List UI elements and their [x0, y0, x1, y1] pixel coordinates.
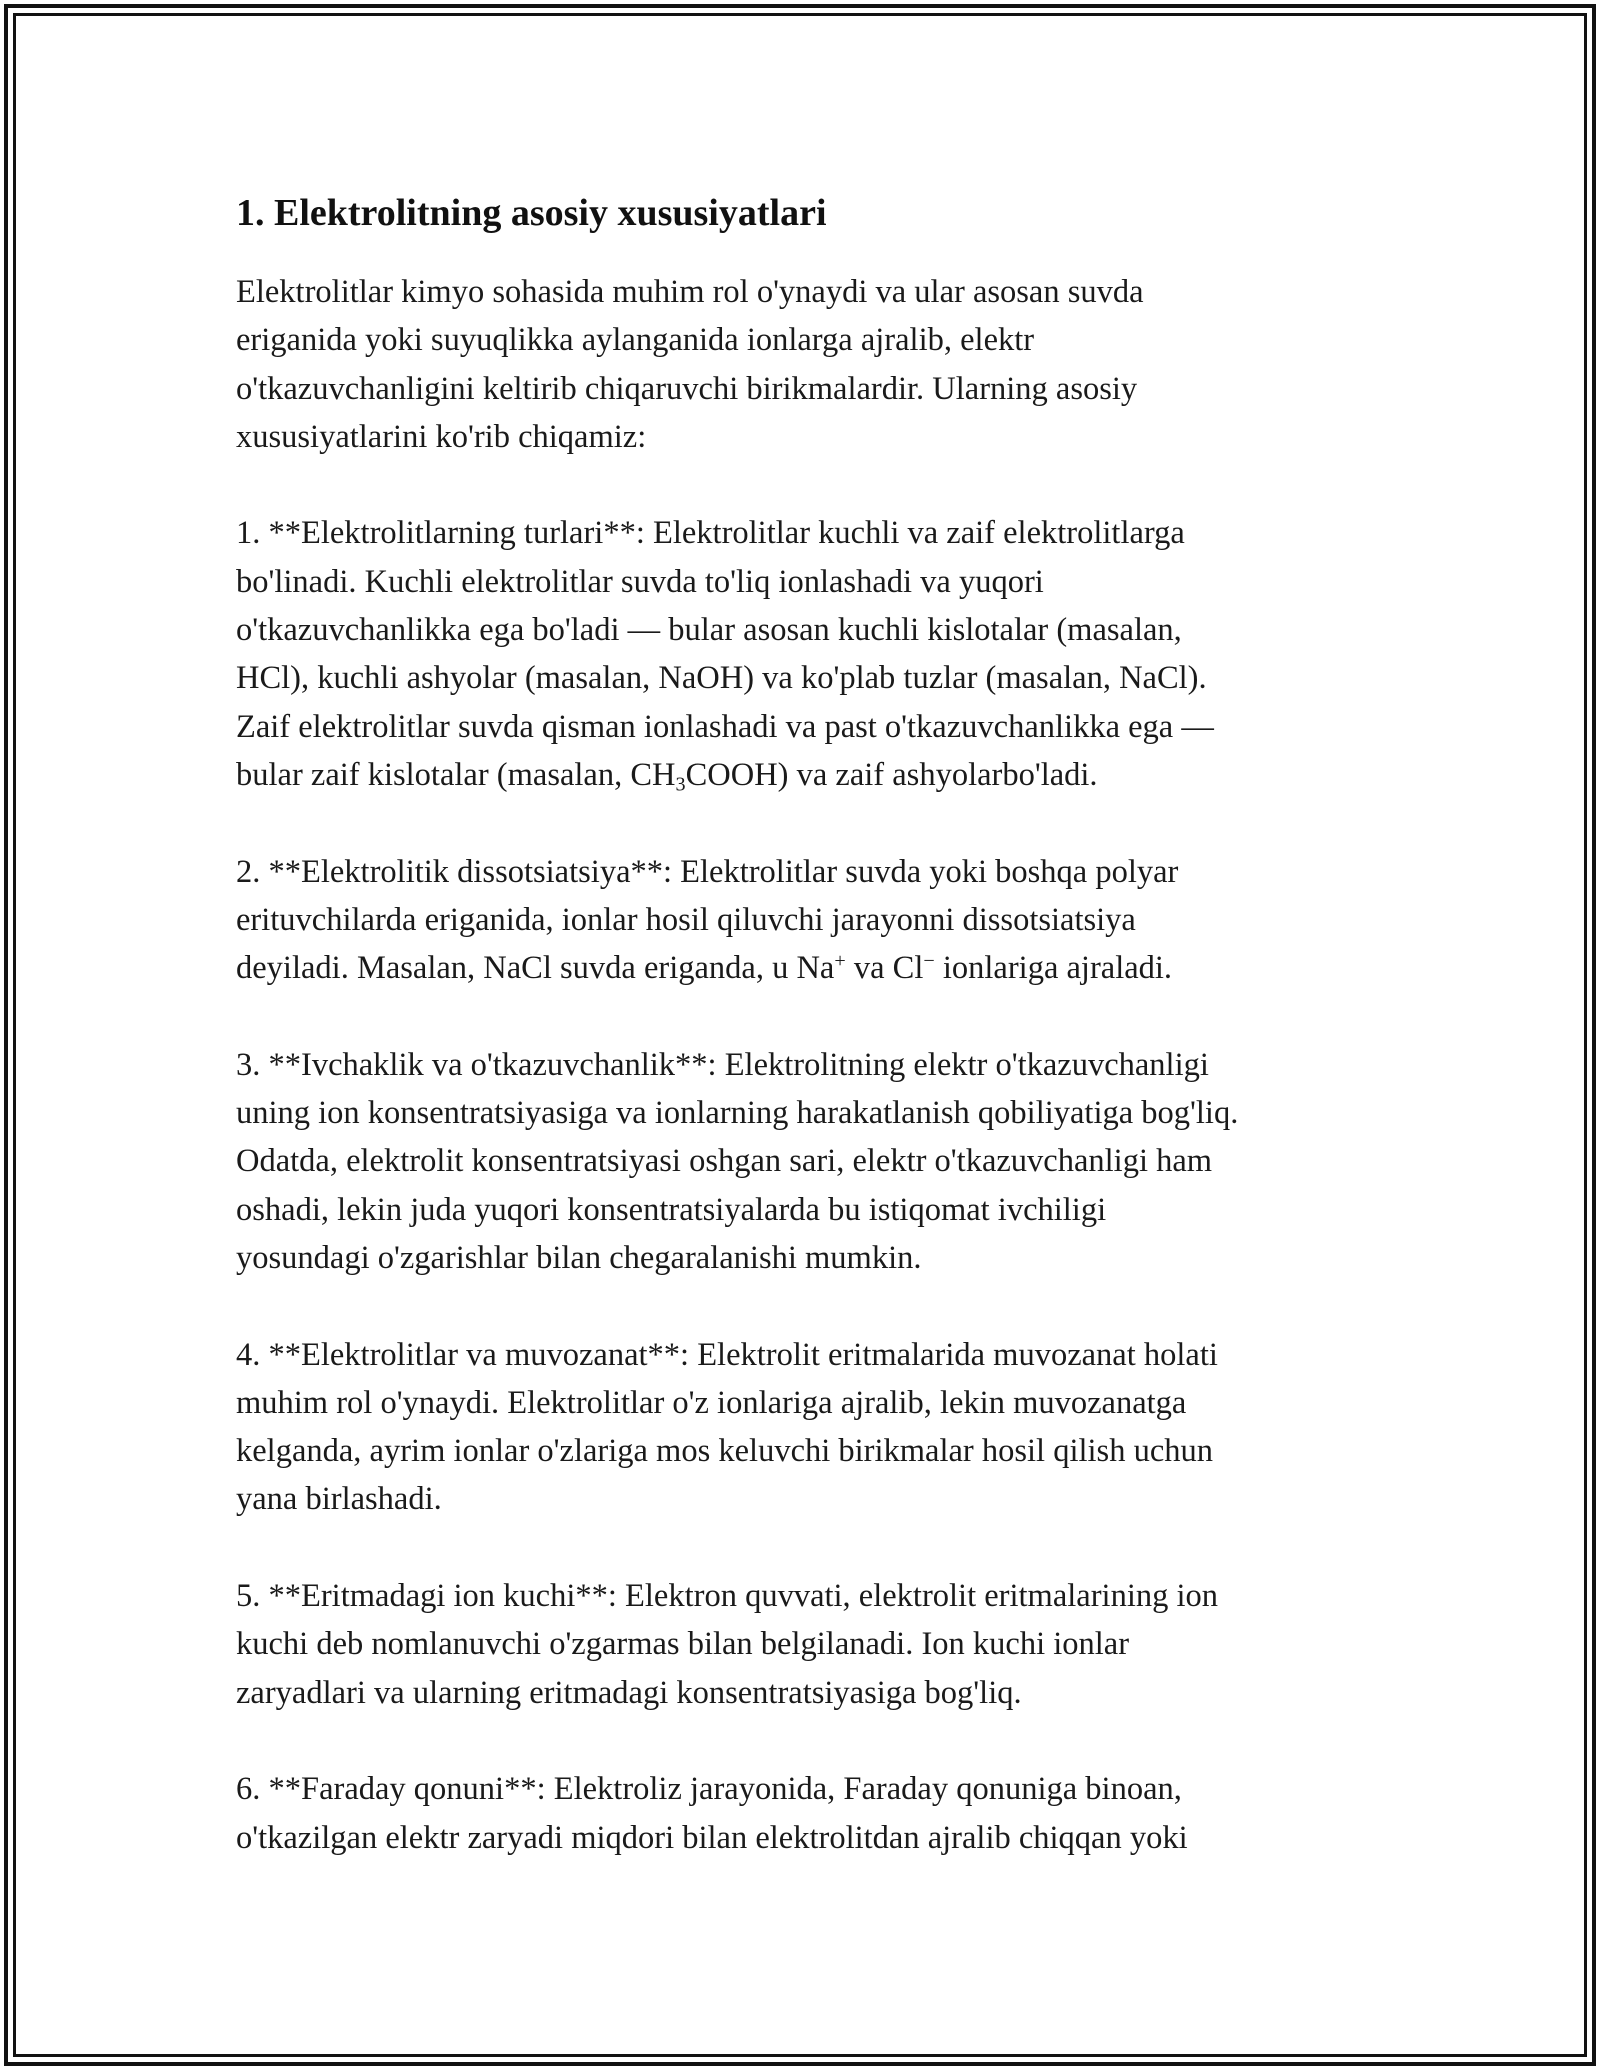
ion-charge-minus: − [923, 950, 935, 973]
intro-line: Elektrolitlar kimyo sohasida muhim rol o'ynaydi va ular asosan suvda [236, 274, 1144, 310]
item-6-paragraph [236, 1765, 1396, 1862]
intro-paragraph [236, 268, 1396, 461]
ion-charge-plus: + [834, 950, 846, 973]
item-3-line: oshadi, lekin juda yuqori konsentratsiyalarda bu istiqomat ivchiligi [236, 1191, 1107, 1228]
ion-text-mid: va Cl [845, 950, 924, 987]
item-2-line: erituvchilarda eriganida, ionlar hosil qiluvchi jarayonni dissotsiatsiya [236, 901, 1136, 938]
ion-text-post: ionlariga ajraladi. [934, 950, 1173, 987]
item-6-line: 6. **Faraday qonuni**: Elektroliz jarayonida, Faraday qonuniga binoan, [236, 1771, 1182, 1808]
item-1-line: 1. **Elektrolitlarning turlari**: Elektrolitlar kuchli va zaif elektrolitlarga [236, 515, 1185, 552]
item-3-line: uning ion konsentratsiyasiga va ionlarning harakatlanish qobiliyatiga bog'liq. [236, 1095, 1239, 1132]
intro-line: eriganida yoki suyuqlikka aylanganida ionlarga ajralib, elektr [236, 322, 1035, 359]
intro-line: xususiyatlarini ko'rib chiqamiz: [236, 418, 647, 455]
item-4-line: muhim rol o'ynaydi. Elektrolitlar o'z ionlariga ajralib, lekin muvozanatga [236, 1384, 1187, 1421]
document-body [236, 184, 1396, 1910]
formula-subscript: 3 [675, 773, 686, 796]
item-5-line: kuchi deb nomlanuvchi o'zgarmas bilan belgilanadi. Ion kuchi ionlar [236, 1626, 1130, 1663]
item-3-paragraph [236, 1041, 1396, 1282]
item-2-line-ions [236, 944, 1396, 992]
formula-text-pre: bular zaif kislotalar (masalan, CH [236, 756, 676, 793]
item-5-paragraph [236, 1572, 1396, 1717]
section-heading: 1. Elektrolitning asosiy xususiyatlari [236, 192, 827, 234]
item-5-line: zaryadlari va ularning eritmadagi konsentratsiyasiga bog'liq. [236, 1674, 1022, 1711]
item-1-paragraph [236, 509, 1396, 799]
item-4-paragraph [236, 1331, 1396, 1524]
item-4-line: yana birlashadi. [236, 1481, 442, 1518]
item-2-line: 2. **Elektrolitik dissotsiatsiya**: Elektrolitlar suvda yoki boshqa polyar [236, 853, 1179, 890]
item-1-line: bo'linadi. Kuchli elektrolitlar suvda to'liq ionlashadi va yuqori [236, 563, 1044, 600]
item-4-line: kelganda, ayrim ionlar o'zlariga mos keluvchi birikmalar hosil qilish uchun [236, 1433, 1213, 1470]
item-4-line: 4. **Elektrolitlar va muvozanat**: Elektrolit eritmalarida muvozanat holati [236, 1336, 1218, 1373]
item-3-line: yosundagi o'zgarishlar bilan chegaralanishi mumkin. [236, 1239, 922, 1276]
item-3-line: Odatda, elektrolit konsentratsiyasi oshgan sari, elektr o'tkazuvchanligi ham [236, 1143, 1213, 1180]
item-5-line: 5. **Eritmadagi ion kuchi**: Elektron quvvati, elektrolit eritmalarining ion [236, 1578, 1218, 1615]
item-2-paragraph [236, 848, 1396, 993]
intro-line: o'tkazuvchanligini keltirib chiqaruvchi birikmalardir. Ularning asosiy [236, 370, 1138, 407]
ion-text-pre: deyiladi. Masalan, NaCl suvda eriganda, u Na [236, 950, 835, 987]
item-1-line-formula [236, 751, 1396, 799]
formula-text-post: COOH) va zaif ashyolarbo'ladi. [685, 756, 1098, 793]
item-1-line: Zaif elektrolitlar suvda qisman ionlashadi va past o'tkazuvchanlikka ega — [236, 708, 1214, 745]
item-6-line: o'tkazilgan elektr zaryadi miqdori bilan elektrolitdan ajralib chiqqan yoki [236, 1819, 1188, 1856]
item-3-line: 3. **Ivchaklik va o'tkazuvchanlik**: Elektrolitning elektr o'tkazuvchanligi [236, 1046, 1209, 1083]
item-1-line: HCl), kuchli ashyolar (masalan, NaOH) va ko'plab tuzlar (masalan, NaCl). [236, 660, 1207, 697]
item-1-line: o'tkazuvchanlikka ega bo'ladi — bular asosan kuchli kislotalar (masalan, [236, 612, 1182, 649]
